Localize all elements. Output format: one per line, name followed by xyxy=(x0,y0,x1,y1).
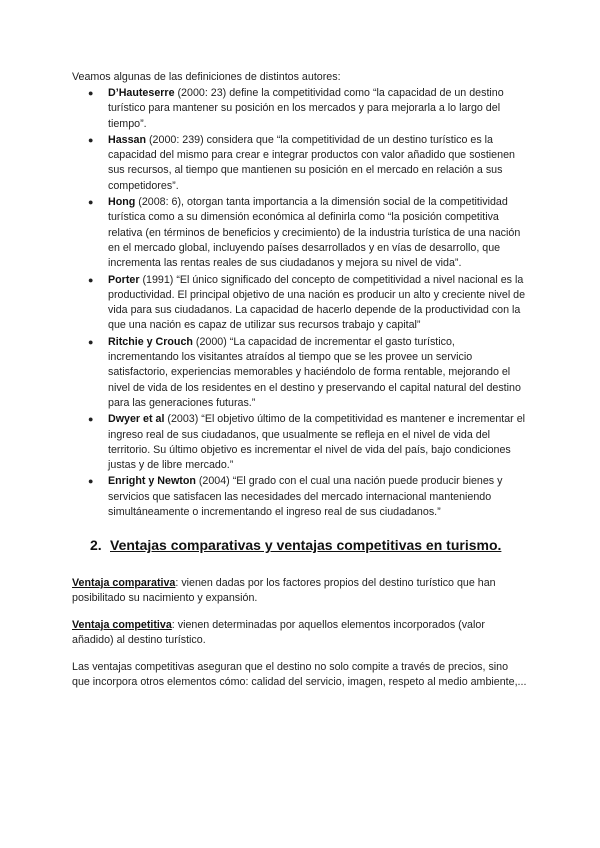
author-name: Hassan xyxy=(108,133,147,146)
list-item xyxy=(72,335,527,411)
definition-text: (2000) “La capacidad de incrementar el gasto turístico, incrementando los visitantes atraídos al tiempo que se les provee un servicio satisfactorio, experiencias memorables y haciéndolo de forma rentable, mejorando el nivel de vida de los residentes en el destino y preservando el capital natural del destino para las generaciones futuras.” xyxy=(108,335,521,409)
bullet-icon: ● xyxy=(88,336,94,347)
list-item xyxy=(72,195,527,271)
definition-text: (2008: 6), otorgan tanta importancia a la dimensión social de la competitividad turística como a su dimensión económica al definirla como “la posición competitiva relativa (en términos de beneficios y crecimiento) de la industria turística de una nación en el mercado global, incluyendo países desarrollados y en vías de desarrollo, que incrementa las rentas reales de sus ciudadanos y mejora su nivel de vida”. xyxy=(108,196,521,270)
author-name: D’Hauteserre xyxy=(108,87,175,99)
comparativa-term: Ventaja comparativa xyxy=(72,577,176,589)
author-name: Hong xyxy=(108,196,136,209)
bullet-icon: ● xyxy=(88,274,94,285)
definition-text: (2004) “El grado con el cual una nación puede producir bienes y servicios que satisfacen las necesidades del mercado internacional manteniendo simultáneamente o incrementando el ingreso real de sus ciudadanos.” xyxy=(108,475,503,519)
competitiva-text: : vienen determinadas por aquellos elementos incorporados (valor añadido) al destino turístico. xyxy=(72,619,485,647)
definition-text: (2000: 23) define la competitividad como “la capacidad de un destino turístico para mantener su posición en los mercados y para mejorarla a lo largo del tiempo”. xyxy=(108,87,504,130)
list-item xyxy=(72,474,527,520)
author-name: Porter xyxy=(108,273,140,286)
closing-paragraph: Las ventajas competitivas aseguran que el destino no solo compite a través de precios, sino que incorpora otros elementos cómo: calidad del servicio, imagen, respeto al medio ambiente,... xyxy=(72,661,527,689)
section-title: Ventajas comparativas y ventajas competitivas en turismo. xyxy=(110,537,502,553)
list-item xyxy=(72,133,527,194)
list-item xyxy=(72,273,527,334)
definition-text: (1991) “El único significado del concepto de competitividad a nivel nacional es la productividad. El principal objetivo de una nación es producir un alto y creciente nivel de vida para sus ciudadanos. La capacidad de hacerlo depende de la productividad con la que una nación es capaz de utilizar sus recursos trabajo y capital” xyxy=(108,273,526,332)
definition-text: (2003) “El objetivo último de la competitividad es mantener e incrementar el ingreso real de sus ciudadanos, que usualmente se refleja en el nivel de vida del territorio. Su último objetivo es incrementar el nivel de vida del país, bajo condiciones justas y de libre mercado.” xyxy=(108,413,526,472)
author-name: Dwyer et al xyxy=(108,413,165,426)
section-heading xyxy=(90,536,501,554)
comparativa-paragraph xyxy=(72,576,527,607)
competitiva-paragraph xyxy=(72,618,527,649)
bullet-icon: ● xyxy=(88,88,94,98)
definition-text: (2000: 239) considera que “la competitividad de un destino turístico es la capacidad del mismo para crear e integrar productos con valor añadido que sostienen sus recursos, al tiempo que mantienen su posición en el mercado en relación a sus competidores”. xyxy=(108,133,515,192)
bullet-icon: ● xyxy=(88,414,94,425)
intro-text: Veamos algunas de las definiciones de distintos autores: xyxy=(72,71,341,83)
competitiva-term: Ventaja competitiva xyxy=(72,619,172,631)
definitions-list xyxy=(72,86,527,521)
list-item xyxy=(72,412,527,473)
bullet-icon: ● xyxy=(88,134,94,145)
bullet-icon: ● xyxy=(88,476,94,487)
author-name: Ritchie y Crouch xyxy=(108,335,193,348)
comparativa-text: : vienen dadas por los factores propios del destino turístico que han posibilitado su nacimiento y expansión. xyxy=(72,577,496,605)
list-item xyxy=(72,86,527,132)
section-number: 2. xyxy=(90,537,102,553)
bullet-icon: ● xyxy=(88,197,94,208)
author-name: Enright y Newton xyxy=(108,475,196,488)
